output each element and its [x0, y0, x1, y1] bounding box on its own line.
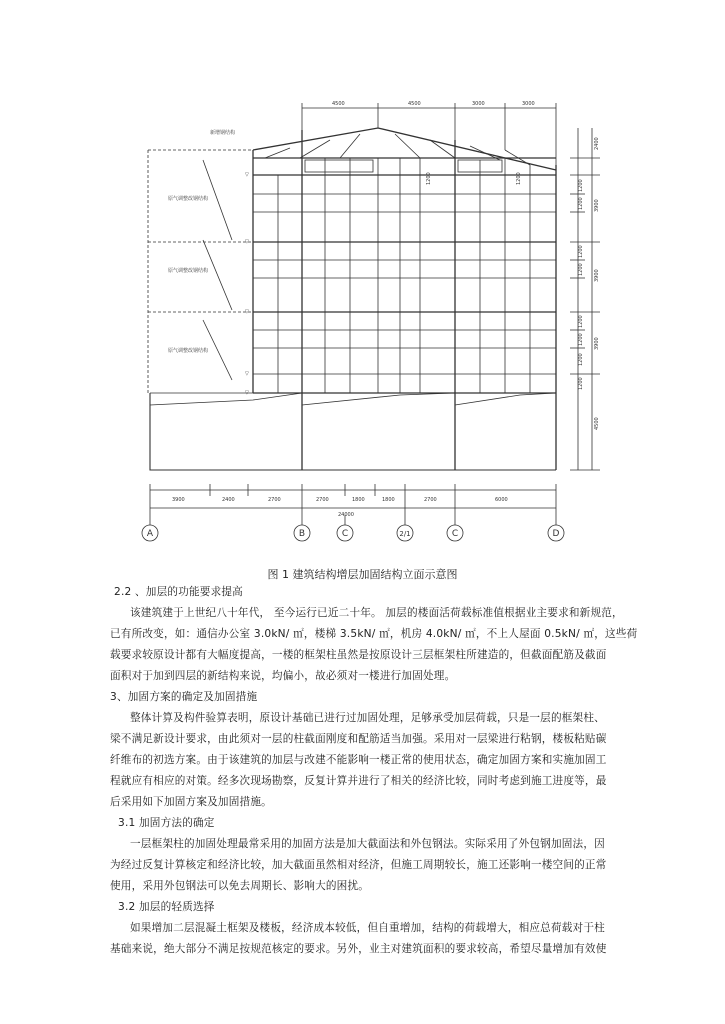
- inner-dim-1: 1200: [426, 172, 432, 185]
- top-dim-3: 3000: [472, 101, 485, 107]
- bottom-dim-7: 2700: [424, 497, 437, 503]
- para1-line2: 已有所改变，如：通信办公室 3.0kN/ ㎡，楼梯 3.5kN/ ㎡，机房 4.0kN/ ㎡，不上人屋面 0.5kN/ ㎡，这些荷: [110, 628, 638, 640]
- bottom-dim-5: 1800: [352, 497, 365, 503]
- axis-label-21: 2/1: [399, 530, 411, 538]
- roof-note: 新增钢结构: [210, 130, 236, 136]
- axis-label-b: B: [298, 529, 306, 539]
- para3-line3: 使用，采用外包钢法可以免去周期长、影响大的困扰。: [110, 880, 370, 892]
- figure-caption: 图 1 建筑结构增层加固结构立面示意图: [267, 568, 458, 581]
- top-dim-4: 3000: [522, 101, 535, 107]
- para2-line3: 纤维布的初选方案。由于该建筑的加层与改建不能影响一楼正常的使用状态，确定加固方案和实施加固工: [110, 754, 607, 766]
- axis-label-a: A: [146, 529, 154, 539]
- right-dim-2: 1200: [578, 179, 584, 192]
- axis-label-d: D: [552, 529, 560, 539]
- right-dim-3: 1200: [578, 197, 584, 210]
- bottom-dim-1: 3900: [172, 497, 185, 503]
- para4-line1: 如果增加二层混凝土框架及楼板，经济成本较低，但自重增加，结构的荷载增大，相应总荷载对于柱: [130, 922, 605, 934]
- bottom-dim-2: 2400: [222, 497, 235, 503]
- elev-mark-4: ▽: [245, 371, 249, 377]
- top-dim-2: 4500: [408, 101, 421, 107]
- right-dim-4: 3900: [594, 199, 600, 212]
- right-dim-6: 1200: [578, 263, 584, 276]
- total-dim: 24000: [338, 512, 354, 518]
- bottom-dim-6: 1800: [382, 497, 395, 503]
- elev-mark-2: ▽: [245, 239, 249, 245]
- right-dim-5: 1200: [578, 245, 584, 258]
- para2-line5: 后采用如下加固方案及加固措施。: [110, 796, 272, 808]
- right-dim-1: 2400: [594, 137, 600, 150]
- right-dim-10: 3900: [594, 337, 600, 350]
- para1-line4: 面积对于加到四层的新结构来说，均偏小，故必须对一楼进行加固处理。: [110, 670, 456, 682]
- bottom-dim-3: 2700: [268, 497, 281, 503]
- floor4-label: 原气调整改钢结构: [168, 196, 209, 202]
- right-dim-9: 1200: [578, 333, 584, 346]
- right-dim-12: 1200: [578, 377, 584, 390]
- para2-line1: 整体计算及构件验算表明，原设计基础已进行过加固处理，足够承受加层荷载，只是一层的框架柱、: [130, 712, 605, 724]
- elev-mark-5: ▽: [245, 390, 249, 396]
- para3-line1: 一层框架柱的加固处理最常采用的加固方法是加大截面法和外包钢法。实际采用了外包钢加固法，因: [130, 838, 605, 850]
- axis-label-c2: C: [451, 529, 459, 539]
- roof-profile: [253, 128, 556, 170]
- top-dim-1: 4500: [332, 101, 345, 107]
- right-dim-7: 3900: [594, 269, 600, 282]
- floor2-label: 原气调整改钢结构: [168, 348, 209, 354]
- para4-line2: 基础来说，绝大部分不满足按规范核定的要求。另外，业主对建筑面积的要求较高，希望尽量增加有效使: [110, 943, 607, 955]
- body-text: [110, 582, 638, 960]
- bottom-dim-8: 6000: [495, 497, 508, 503]
- axis-label-c1: C: [341, 529, 349, 539]
- para1-line3: 载要求较原设计都有大幅度提高，一楼的框架柱虽然是按原设计三层框架柱所建造的，但截面配筋及截面: [110, 649, 607, 661]
- heading-3-1: 3.1 加固方法的确定: [118, 817, 215, 829]
- right-dim-8: 1200: [578, 315, 584, 328]
- right-dim-13: 4500: [594, 417, 600, 430]
- para2-line2: 梁不满足新设计要求，由此须对一层的柱截面刚度和配筋适当加强。采用对一层梁进行粘钢，楼板粘贴碳: [110, 733, 607, 745]
- elev-mark-3: ▽: [245, 309, 249, 315]
- right-dim-labels: [578, 137, 600, 430]
- heading-2-2: 2.2 、加层的功能要求提高: [114, 586, 243, 598]
- heading-3: 3、加固方案的确定及加固措施: [110, 691, 258, 703]
- bottom-dim-4: 2700: [316, 497, 329, 503]
- para2-line4: 程就应有相应的对策。经多次现场勘察，反复计算并进行了相关的经济比较，同时考虑到施工进度等，最: [110, 775, 607, 787]
- para1-line1: 该建筑建于上世纪八十年代， 至今运行已近二十年。 加层的楼面活荷载标准值根据业主要求和新规范，: [130, 607, 623, 619]
- right-dim-11: 1200: [578, 353, 584, 366]
- floor3-label: 原气调整改钢结构: [168, 268, 209, 274]
- inner-dim-2: 1200: [516, 172, 522, 185]
- heading-3-2: 3.2 加层的轻质选择: [118, 901, 215, 913]
- para3-line2: 为经过反复计算核定和经济比较，加大截面虽然相对经济，但施工周期较长，施工还影响一楼空间的正常: [110, 859, 607, 871]
- elev-mark-1: ▽: [245, 172, 249, 178]
